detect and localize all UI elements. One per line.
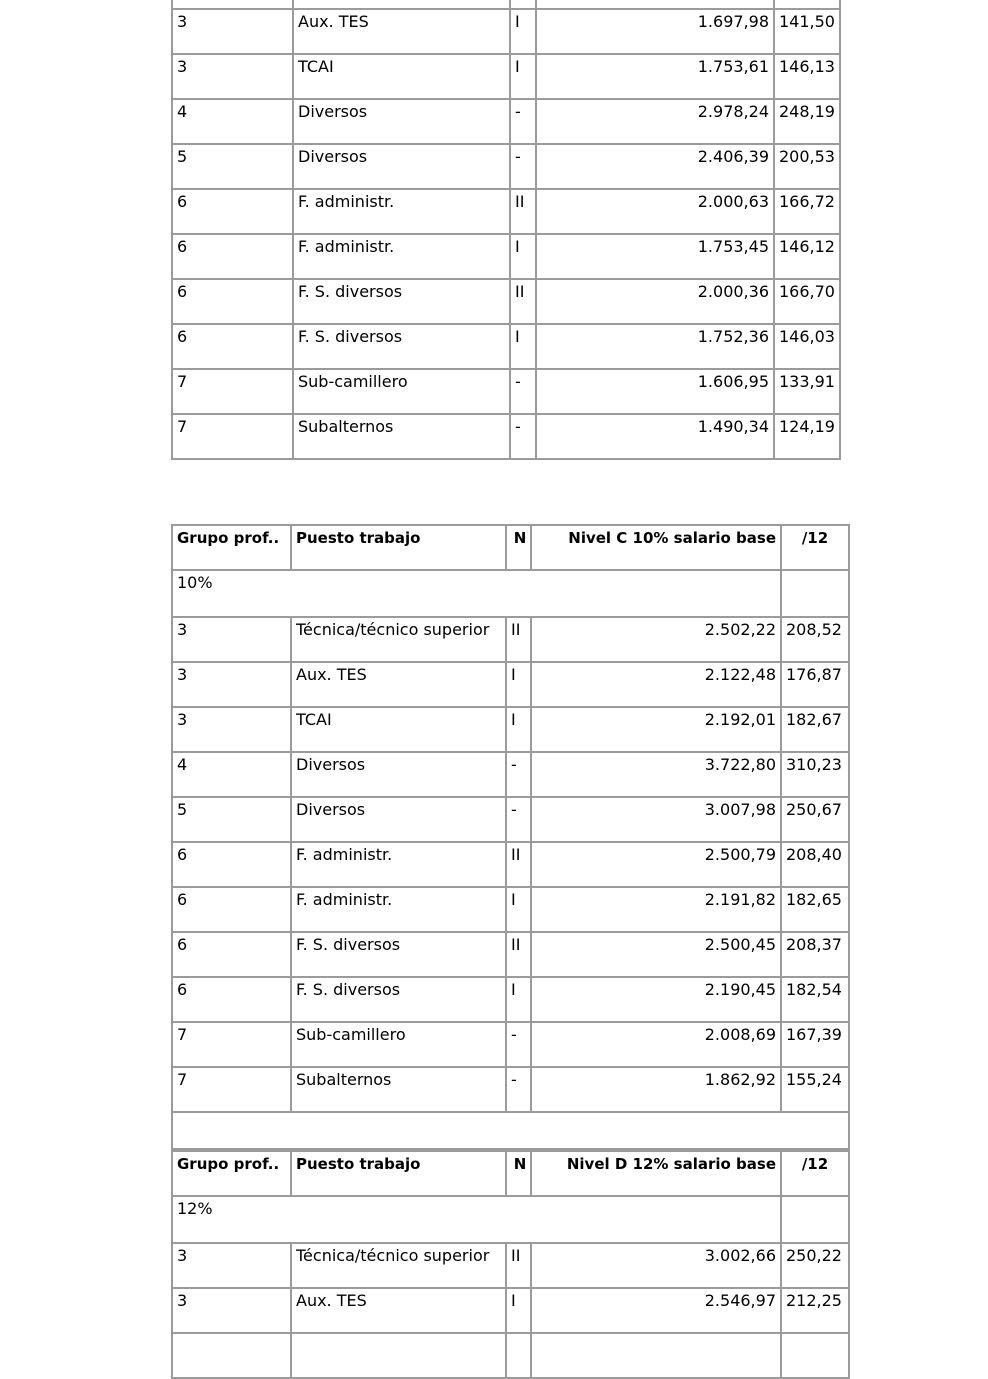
column-header: N bbox=[506, 1151, 531, 1196]
table-cell: 1.753,61 bbox=[536, 54, 774, 99]
table-cell: 1.697,98 bbox=[536, 9, 774, 54]
percent-label: 10% bbox=[172, 570, 781, 617]
table-cell: F. S. diversos bbox=[293, 324, 510, 369]
table-cell: I bbox=[510, 324, 536, 369]
table-cell: 200,53 bbox=[774, 144, 840, 189]
table-cell: - bbox=[510, 414, 536, 459]
table-cell: 2.502,22 bbox=[531, 617, 781, 662]
table-cell: 146,12 bbox=[774, 234, 840, 279]
table-cell: - bbox=[510, 144, 536, 189]
table-cell: 2.122,48 bbox=[531, 662, 781, 707]
table-cell: 2.190,45 bbox=[531, 977, 781, 1022]
table-cell: 166,70 bbox=[774, 279, 840, 324]
table-row bbox=[172, 414, 840, 459]
table-cell: F. administr. bbox=[293, 234, 510, 279]
table-row bbox=[172, 144, 840, 189]
table-cell: 7 bbox=[172, 1067, 291, 1112]
table-cell: 1.752,36 bbox=[536, 324, 774, 369]
table-cell: II bbox=[506, 932, 531, 977]
table-cell: 2.008,69 bbox=[531, 1022, 781, 1067]
table-cell: 208,40 bbox=[781, 842, 849, 887]
table-cell: 146,03 bbox=[774, 324, 840, 369]
table-cell: 124,19 bbox=[774, 414, 840, 459]
table-row bbox=[172, 1022, 849, 1067]
table-cell: 141,50 bbox=[774, 9, 840, 54]
table-cell: F. administr. bbox=[291, 887, 506, 932]
table-cell: 6 bbox=[172, 234, 293, 279]
table-cell: 6 bbox=[172, 324, 293, 369]
table-row bbox=[172, 369, 840, 414]
clipped-cell bbox=[172, 0, 293, 9]
table-cell: - bbox=[506, 752, 531, 797]
table-row bbox=[172, 54, 840, 99]
table-cell: 166,72 bbox=[774, 189, 840, 234]
table-cell: 6 bbox=[172, 189, 293, 234]
table-row bbox=[172, 617, 849, 662]
table-cell: 1.606,95 bbox=[536, 369, 774, 414]
table-cell: Aux. TES bbox=[291, 1288, 506, 1333]
table-cell: 6 bbox=[172, 842, 291, 887]
clipped-cell bbox=[531, 1333, 781, 1378]
table-cell: II bbox=[510, 279, 536, 324]
column-header: Puesto trabajo bbox=[291, 1151, 506, 1196]
table-cell: Sub-camillero bbox=[293, 369, 510, 414]
table-row bbox=[172, 189, 840, 234]
table-cell: F. S. diversos bbox=[291, 932, 506, 977]
table-cell: 2.191,82 bbox=[531, 887, 781, 932]
table-cell: 182,54 bbox=[781, 977, 849, 1022]
empty-row bbox=[172, 1112, 849, 1149]
table-cell: 6 bbox=[172, 977, 291, 1022]
table-cell: 6 bbox=[172, 279, 293, 324]
table-cell: TCAI bbox=[291, 707, 506, 752]
table-cell: 1.753,45 bbox=[536, 234, 774, 279]
table-cell: Diversos bbox=[293, 99, 510, 144]
table-cell: I bbox=[510, 9, 536, 54]
table-row bbox=[172, 797, 849, 842]
table-cell: I bbox=[506, 887, 531, 932]
table-cell: 248,19 bbox=[774, 99, 840, 144]
table-cell: 2.500,45 bbox=[531, 932, 781, 977]
table-cell: 7 bbox=[172, 369, 293, 414]
clipped-cell bbox=[774, 0, 840, 9]
table-cell: 3 bbox=[172, 54, 293, 99]
column-header: Puesto trabajo bbox=[291, 525, 506, 570]
table-cell: F. S. diversos bbox=[291, 977, 506, 1022]
table-row bbox=[172, 932, 849, 977]
table-row bbox=[172, 99, 840, 144]
table-cell: F. administr. bbox=[291, 842, 506, 887]
table-cell: 3.007,98 bbox=[531, 797, 781, 842]
table-cell: Diversos bbox=[291, 797, 506, 842]
clipped-cell bbox=[172, 1333, 291, 1378]
column-header: Nivel C 10% salario base bbox=[531, 525, 781, 570]
table-cell: 4 bbox=[172, 99, 293, 144]
table-row bbox=[172, 1067, 849, 1112]
table-cell: TCAI bbox=[293, 54, 510, 99]
table-row bbox=[172, 752, 849, 797]
table-cell: 3 bbox=[172, 1243, 291, 1288]
table-cell: 3 bbox=[172, 662, 291, 707]
table-row bbox=[172, 279, 840, 324]
table-cell: II bbox=[506, 842, 531, 887]
table-cell: I bbox=[510, 54, 536, 99]
table-row bbox=[172, 9, 840, 54]
column-header: Grupo prof.. bbox=[172, 525, 291, 570]
table-cell: 3 bbox=[172, 707, 291, 752]
empty-cell bbox=[781, 570, 849, 617]
table-cell: 6 bbox=[172, 887, 291, 932]
column-header: /12 bbox=[781, 1151, 849, 1196]
table-cell: Diversos bbox=[291, 752, 506, 797]
table-cell: 167,39 bbox=[781, 1022, 849, 1067]
table-cell: 1.862,92 bbox=[531, 1067, 781, 1112]
clipped-cell bbox=[506, 1333, 531, 1378]
column-header: /12 bbox=[781, 525, 849, 570]
table-gap bbox=[171, 460, 988, 524]
empty-cell bbox=[781, 1196, 849, 1243]
table-cell: 6 bbox=[172, 932, 291, 977]
table-cell: - bbox=[506, 797, 531, 842]
table-cell: 250,67 bbox=[781, 797, 849, 842]
table-cell: I bbox=[506, 707, 531, 752]
salary-table-nivel-c bbox=[171, 524, 850, 1150]
table-cell: 182,65 bbox=[781, 887, 849, 932]
table-cell: - bbox=[510, 369, 536, 414]
table-cell: Aux. TES bbox=[293, 9, 510, 54]
table-cell: 4 bbox=[172, 752, 291, 797]
table-cell: 146,13 bbox=[774, 54, 840, 99]
column-header: N bbox=[506, 525, 531, 570]
table-cell: 3.722,80 bbox=[531, 752, 781, 797]
clipped-cell bbox=[536, 0, 774, 9]
table-cell: Diversos bbox=[293, 144, 510, 189]
header-row bbox=[172, 1151, 849, 1196]
table-cell: 2.978,24 bbox=[536, 99, 774, 144]
table-cell: 7 bbox=[172, 414, 293, 459]
table-cell: 5 bbox=[172, 797, 291, 842]
clipped-cell bbox=[781, 1333, 849, 1378]
table-cell: 7 bbox=[172, 1022, 291, 1067]
table-cell: II bbox=[506, 617, 531, 662]
table-cell: I bbox=[506, 1288, 531, 1333]
table-row bbox=[172, 1243, 849, 1288]
table-cell: F. S. diversos bbox=[293, 279, 510, 324]
table-cell: - bbox=[506, 1022, 531, 1067]
salary-table-top bbox=[171, 0, 841, 460]
table-cell: 212,25 bbox=[781, 1288, 849, 1333]
table-cell: 182,67 bbox=[781, 707, 849, 752]
percent-row bbox=[172, 1196, 849, 1243]
table-cell: 310,23 bbox=[781, 752, 849, 797]
clipped-row bbox=[172, 1333, 849, 1378]
table-row bbox=[172, 887, 849, 932]
clipped-cell bbox=[293, 0, 510, 9]
table-row bbox=[172, 324, 840, 369]
percent-row bbox=[172, 570, 849, 617]
table-cell: 208,52 bbox=[781, 617, 849, 662]
clipped-row bbox=[172, 0, 840, 9]
table-row bbox=[172, 1288, 849, 1333]
table-row bbox=[172, 234, 840, 279]
table-cell: - bbox=[510, 99, 536, 144]
table-cell: 2.000,63 bbox=[536, 189, 774, 234]
table-cell: 250,22 bbox=[781, 1243, 849, 1288]
clipped-cell bbox=[510, 0, 536, 9]
table-cell: Subalternos bbox=[293, 414, 510, 459]
table-cell: F. administr. bbox=[293, 189, 510, 234]
empty-cell bbox=[172, 1112, 849, 1149]
table-cell: 2.192,01 bbox=[531, 707, 781, 752]
table-cell: 2.000,36 bbox=[536, 279, 774, 324]
table-cell: Sub-camillero bbox=[291, 1022, 506, 1067]
table-cell: 133,91 bbox=[774, 369, 840, 414]
table-cell: 2.500,79 bbox=[531, 842, 781, 887]
column-header: Nivel D 12% salario base bbox=[531, 1151, 781, 1196]
table-cell: Subalternos bbox=[291, 1067, 506, 1112]
table-cell: Técnica/técnico superior bbox=[291, 617, 506, 662]
percent-label: 12% bbox=[172, 1196, 781, 1243]
table-cell: 2.406,39 bbox=[536, 144, 774, 189]
table-cell: 3 bbox=[172, 617, 291, 662]
table-cell: 5 bbox=[172, 144, 293, 189]
table-cell: 176,87 bbox=[781, 662, 849, 707]
table-row bbox=[172, 977, 849, 1022]
table-cell: II bbox=[506, 1243, 531, 1288]
table-cell: I bbox=[506, 977, 531, 1022]
table-row bbox=[172, 662, 849, 707]
clipped-cell bbox=[291, 1333, 506, 1378]
table-cell: 2.546,97 bbox=[531, 1288, 781, 1333]
table-cell: Técnica/técnico superior bbox=[291, 1243, 506, 1288]
table-cell: I bbox=[510, 234, 536, 279]
column-header: Grupo prof.. bbox=[172, 1151, 291, 1196]
table-row bbox=[172, 842, 849, 887]
table-cell: 3.002,66 bbox=[531, 1243, 781, 1288]
header-row bbox=[172, 525, 849, 570]
table-cell: I bbox=[506, 662, 531, 707]
salary-table-nivel-d bbox=[171, 1150, 850, 1379]
table-cell: Aux. TES bbox=[291, 662, 506, 707]
table-cell: - bbox=[506, 1067, 531, 1112]
table-cell: 155,24 bbox=[781, 1067, 849, 1112]
table-cell: 3 bbox=[172, 9, 293, 54]
table-cell: II bbox=[510, 189, 536, 234]
table-row bbox=[172, 707, 849, 752]
table-cell: 1.490,34 bbox=[536, 414, 774, 459]
table-cell: 208,37 bbox=[781, 932, 849, 977]
table-cell: 3 bbox=[172, 1288, 291, 1333]
